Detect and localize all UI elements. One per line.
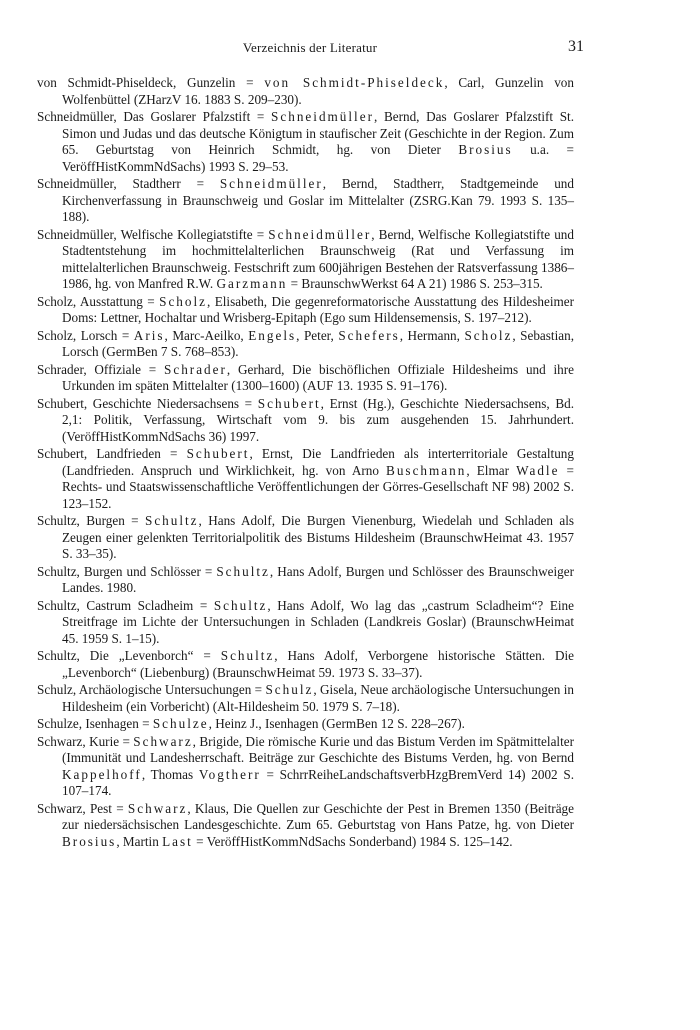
- entry-author: Schrader: [164, 361, 227, 377]
- entry-text: = VeröffHistKommNdSachs Sonderband) 1984 S. 125–142.: [192, 833, 513, 849]
- bibliography-entry: [37, 328, 574, 361]
- entry-editor: Vogtherr: [198, 766, 261, 782]
- bibliography-entry: [37, 396, 574, 446]
- bibliography-list: [37, 75, 574, 851]
- entry-text: , Sebastian, Lorsch (GermBen 7 S. 768–853).: [62, 327, 574, 359]
- entry-author: Schultz: [144, 513, 199, 528]
- bibliography-entry: [37, 362, 574, 395]
- page-number: 31: [568, 38, 584, 55]
- entry-text: , Elisabeth, Die gegenreformatorische Ausstattung des Hildesheimer Doms: Lettner, Hochaltar und Wrisberg-Epitaph (Ego sum Hildensemensis, S. 197–212).: [62, 293, 574, 325]
- entry-text: , Hans Adolf, Wo lag das „castrum Scladheim“? Eine Streitfrage im Lichte der Untersuchungen in Schladen (Landkreis Goslar) (BraunschwHeimat 45. 1959 S. 1–15).: [62, 597, 574, 646]
- running-title: Verzeichnis der Literatur: [242, 40, 378, 55]
- entry-short-title: Schwarz, Pest =: [37, 800, 128, 816]
- entry-text: , Ernst (Hg.), Geschichte Niedersachsens, Bd. 2,1: Politik, Verfassung, Wirtschaft vom 9. bis zum ausgehenden 15. Jahrhundert. (VeröffHistKommNdSachs 36) 1997.: [62, 395, 575, 444]
- entry-short-title: Schultz, Die „Levenborch“ =: [37, 648, 221, 663]
- entry-short-title: Schultz, Castrum Scladheim =: [37, 597, 214, 613]
- entry-text: = Rechts- und Staatswissenschaftliche Veröffentlichungen der Görres-Gesellschaft NF 98) 2002 S. 123–152.: [62, 462, 574, 511]
- entry-text: , Hans Adolf, Verborgene historische Stätten. Die „Levenborch“ (Liebenburg) (BraunschwHeimat 59. 1973 S. 33–37).: [62, 648, 575, 680]
- entry-author: Schubert: [186, 446, 250, 461]
- entry-author: Schneidmüller: [268, 226, 372, 242]
- entry-author: Schulze: [152, 716, 209, 731]
- entry-short-title: Schneidmüller, Welfische Kollegiatstifte =: [37, 226, 269, 242]
- entry-text: , Thomas: [141, 766, 199, 782]
- entry-short-title: Scholz, Lorsch =: [37, 327, 134, 343]
- entry-text: , Brigide, Die römische Kurie und das Bistum Verden im Spätmittelalter (Immunität und Landesherrschaft. Beiträge zur Geschichte des Bistums Verden, hg. von Bernd: [62, 733, 574, 765]
- entry-short-title: Schrader, Offiziale =: [37, 361, 165, 377]
- entry-text: , Bernd, Das Goslarer Pfalzstift St. Simon und Judas und das deutsche Königtum in staufischer Zeit (Geschichte in der Region. Zum 65. Geburtstag von Heinrich Schmidt, hg. von Dieter: [62, 109, 575, 157]
- entry-author: Schefers: [338, 327, 400, 343]
- bibliography-entry: [37, 446, 574, 512]
- bibliography-entry: [37, 227, 574, 293]
- entry-editor: Garzmann: [216, 276, 288, 291]
- entry-text: , Hermann,: [399, 327, 465, 343]
- entry-text: , Hans Adolf, Die Burgen Vienenburg, Wiedelah und Schladen als Zeugen einer gelenkten Territorialpolitik des Bistums Hildesheim (BraunschwHeimat 43. 1957 S. 33–35).: [62, 513, 575, 561]
- entry-editor: Brosius: [458, 142, 513, 157]
- entry-author: Schultz: [220, 648, 275, 663]
- entry-editor: Buschmann: [386, 462, 467, 478]
- entry-author: Schneidmüller: [271, 109, 374, 124]
- bibliography-entry: [37, 716, 574, 733]
- entry-short-title: Schubert, Landfrieden =: [37, 446, 187, 461]
- entry-author: Schultz: [213, 597, 268, 613]
- entry-author: Schulz: [265, 682, 314, 697]
- entry-author: Schultz: [216, 563, 270, 579]
- entry-short-title: Schwarz, Kurie =: [37, 733, 134, 749]
- entry-text: , Bernd, Welfische Kollegiatstifte und Stadtentstehung im hochmittelalterlichen Braunschweig (Rat und Verfassung im mittelalterlichen Braunschweig. Festschrift zum 600jährigen Bestehen der Ratsverfassung 1386–1986, hg. von Manfred R.W.: [62, 226, 574, 291]
- bibliography-entry: [37, 734, 574, 800]
- bibliography-entry: [37, 564, 574, 597]
- bibliography-entry: [37, 176, 574, 226]
- entry-text: = SchrrReiheLandschaftsverbHzgBremVerd 14) 2002 S. 107–174.: [62, 766, 575, 798]
- running-head: [0, 40, 700, 60]
- entry-editor: Last: [162, 833, 193, 849]
- entry-text: , Peter,: [296, 327, 339, 343]
- entry-author: Scholz: [159, 293, 208, 309]
- entry-author: von Schmidt-Phiseldeck: [264, 75, 445, 90]
- entry-short-title: Schneidmüller, Stadtherr =: [37, 176, 220, 191]
- bibliography-entry: [37, 801, 574, 851]
- entry-text: , Elmar: [466, 462, 517, 478]
- entry-text: , Gisela, Neue archäologische Untersuchungen in Hildesheim (ein Vorbericht) (Alt-Hildesheim 50. 1979 S. 7–18).: [62, 682, 574, 714]
- bibliography-entry: [37, 598, 574, 648]
- entry-short-title: Schneidmüller, Das Goslarer Pfalzstift =: [37, 109, 272, 124]
- bibliography-entry: [37, 75, 574, 108]
- entry-short-title: Schulze, Isenhagen =: [37, 716, 153, 731]
- entry-short-title: Schulz, Archäologische Untersuchungen =: [37, 682, 266, 697]
- entry-editor: Wadle: [516, 462, 560, 478]
- entry-short-title: Schultz, Burgen und Schlösser =: [37, 563, 217, 579]
- entry-text: , Martin: [116, 833, 163, 849]
- entry-text: , Heinz J., Isenhagen (GermBen 12 S. 228–267).: [208, 716, 465, 731]
- entry-author: Aris: [133, 327, 165, 343]
- entry-text: , Gerhard, Die bischöflichen Offiziale Hildesheims und ihre Urkunden im späten Mittelalter (1300–1600) (AUF 13. 1935 S. 91–176).: [62, 361, 574, 393]
- entry-author: Engels: [248, 327, 297, 343]
- bibliography-entry: [37, 648, 574, 681]
- entry-author: Schwarz: [127, 800, 188, 816]
- entry-text: , Carl, Gunzelin von Wolfenbüttel (ZHarzV 16. 1883 S. 209–230).: [62, 75, 574, 107]
- entry-author: Schneidmüller: [219, 176, 323, 191]
- bibliography-entry: [37, 682, 574, 715]
- entry-short-title: Schubert, Geschichte Niedersachsens =: [37, 395, 258, 411]
- bibliography-entry: [37, 109, 574, 175]
- entry-author: Scholz: [464, 327, 513, 343]
- entry-editor: Kappelhoff: [62, 766, 142, 782]
- entry-text: , Marc-Aeilko,: [164, 327, 249, 343]
- entry-short-title: Schultz, Burgen =: [37, 513, 145, 528]
- entry-text: = BraunschwWerkst 64 A 21) 1986 S. 253–315.: [287, 276, 543, 291]
- entry-short-title: Scholz, Ausstattung =: [37, 293, 160, 309]
- bibliography-entry: [37, 294, 574, 327]
- entry-text: , Bernd, Stadtherr, Stadtgemeinde und Kirchenverfassung in Braunschweig und Goslar im Mittelalter (ZSRG.Kan 79. 1993 S. 135–188).: [62, 176, 574, 224]
- entry-author: Schwarz: [133, 733, 193, 749]
- entry-text: u.a. = VeröffHistKommNdSachs) 1993 S. 29–53.: [62, 142, 574, 174]
- bibliography-entry: [37, 513, 574, 563]
- entry-text: , Ernst, Die Landfrieden als interterritoriale Gestaltung (Landfrieden. Anspruch und Wirklichkeit, hg. von Arno: [62, 446, 574, 478]
- entry-author: Schubert: [257, 395, 321, 411]
- entry-text: , Klaus, Die Quellen zur Geschichte der Pest in Bremen 1350 (Beiträge zur niedersächsischen Landesgeschichte. Zum 65. Geburtstag von Hans Patze, hg. von Dieter: [62, 800, 574, 832]
- entry-editor: Brosius: [62, 833, 117, 849]
- entry-text: , Hans Adolf, Burgen und Schlösser des Braunschweiger Landes. 1980.: [62, 563, 575, 595]
- entry-short-title: von Schmidt-Phiseldeck, Gunzelin =: [37, 75, 265, 90]
